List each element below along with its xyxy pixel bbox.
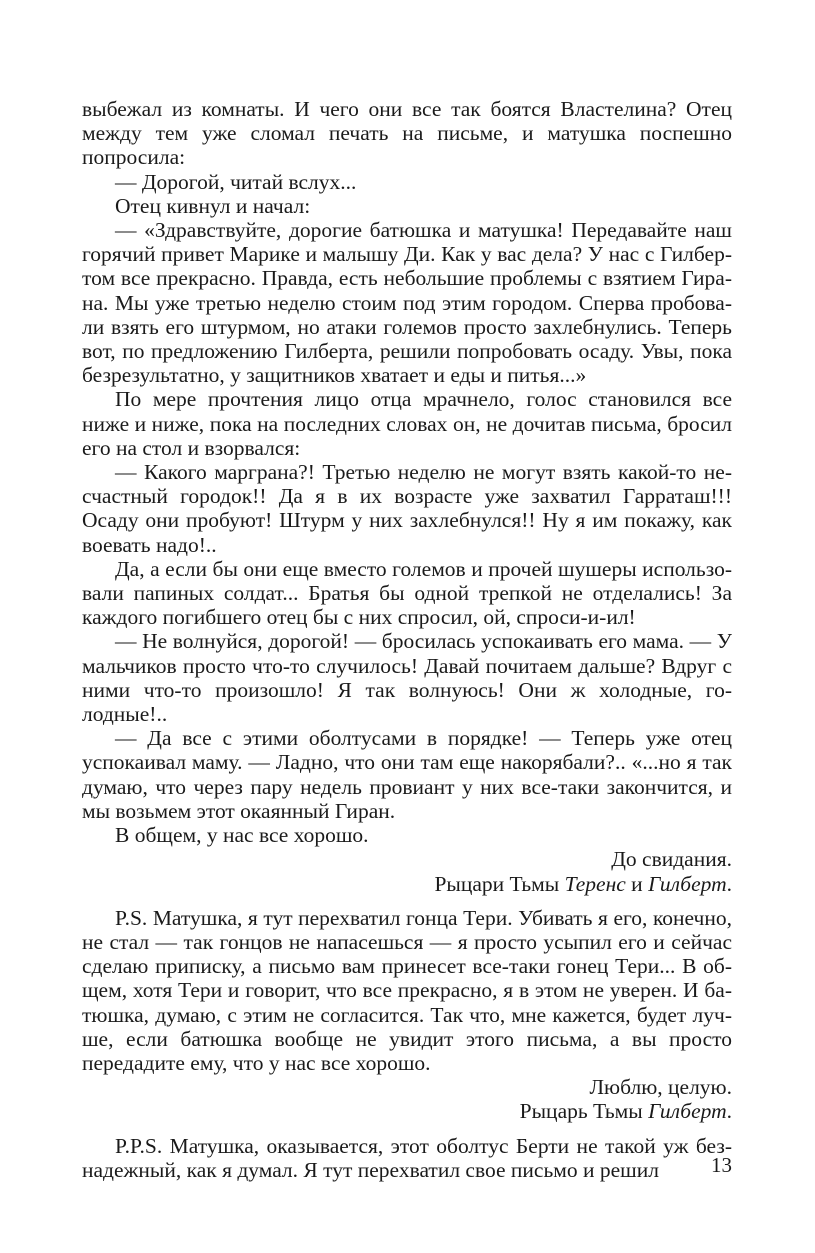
postscript-2: P.P.S. Матушка, оказывается, этот оболтус Берти не такой уж безнадежный, как я думал. Я тут перехватил свое письмо и решил: [82, 1133, 732, 1182]
signature-name: Гилберт: [648, 871, 727, 896]
paragraph: Да, а если бы они еще вместо големов и прочей шушеры использовали папиных солдат... Братья бы одной трепкой не отделались! За каждого погибшего отец бы с них спросил, ой, спроси-и-ил!: [82, 556, 732, 630]
signature-period: .: [726, 1099, 732, 1124]
signature-conjunction: и: [625, 871, 649, 896]
paragraph: Отец кивнул и начал:: [115, 193, 311, 218]
letter-closing: Люблю, целую.: [589, 1075, 732, 1100]
paragraph: — Дорогой, читай вслух...: [115, 169, 357, 194]
letter-signature: [82, 1099, 732, 1123]
signature-period: .: [726, 871, 732, 896]
signature-prefix: Рыцарь Тьмы: [519, 1099, 649, 1124]
paragraph: — Да все с этими оболтусами в порядке! — Теперь уже отец успокаивал маму. — Ладно, что они там еще накорябали?.. «...но я так думаю, что через пару недель провиант у них все-таки закончится, и мы возьмем этот окаянный Гиран.: [82, 726, 732, 823]
signature-name: Гилберт: [648, 1099, 727, 1124]
letter-closing: До свидания.: [611, 847, 732, 872]
paragraph: По мере прочтения лицо отца мрачнело, голос становился все ниже и ниже, пока на последних словах он, не дочитав письма, бросил его на стол и взорвался:: [82, 387, 732, 460]
paragraph: — Не волнуйся, дорогой! — бросилась успокаивать его мама. — У мальчиков просто что-то случилось! Давай почитаем дальше? Вдруг с ними что-то произошло! Я так волнуюсь! Они ж холодные, голодные!..: [82, 629, 732, 727]
postscript: P.S. Матушка, я тут перехватил гонца Тери. Убивать я его, конечно, не стал — так гонцов не напасешься — я просто усыпил его и сейчас сделаю приписку, а письмо вам принесет все-таки гонец Тери... В общем, хотя Тери и говорит, что все прекрасно, я в этом не уверен. И батюшка, думаю, с этим не согласится. Так что, мне кажется, будет лучше, если батюшка вообще не увидит этого письма, а вы просто передадите ему, что у нас все хорошо.: [82, 905, 732, 1075]
signature-name: Теренс: [564, 871, 626, 896]
paragraph: выбежал из комнаты. И чего они все так боятся Властелина? Отец между тем уже сломал печать на письме, и матушка поспешно попросила:: [82, 97, 732, 170]
letter-signature: [82, 872, 732, 896]
signature-prefix: Рыцари Тьмы: [434, 871, 565, 896]
paragraph: В общем, у нас все хорошо.: [115, 823, 369, 848]
paragraph: — Какого марграна?! Третью неделю не могут взять какой-то несчастный городок!! Да я в их возрасте уже захватил Гарраташ!!! Осаду они пробуют! Штурм у них захлебнулся!! Ну я им покажу, как воевать надо!..: [82, 460, 732, 557]
paragraph: — «Здравствуйте, дорогие батюшка и матушка! Передавайте наш горячий привет Марике и малышу Ди. Как у вас дела? У нас с Гилбертом все прекрасно. Правда, есть небольшие проблемы с взятием Гирана. Мы уже третью неделю стоим под этим городом. Сперва пробовали взять его штурмом, но атаки големов просто захлебнулись. Теперь вот, по предложению Гилберта, решили попробовать осаду. Увы, пока безрезультатно, у защитников хватает и еды и питья...»: [82, 218, 732, 388]
page-body: [82, 97, 732, 1182]
page-number: 13: [711, 1153, 732, 1177]
